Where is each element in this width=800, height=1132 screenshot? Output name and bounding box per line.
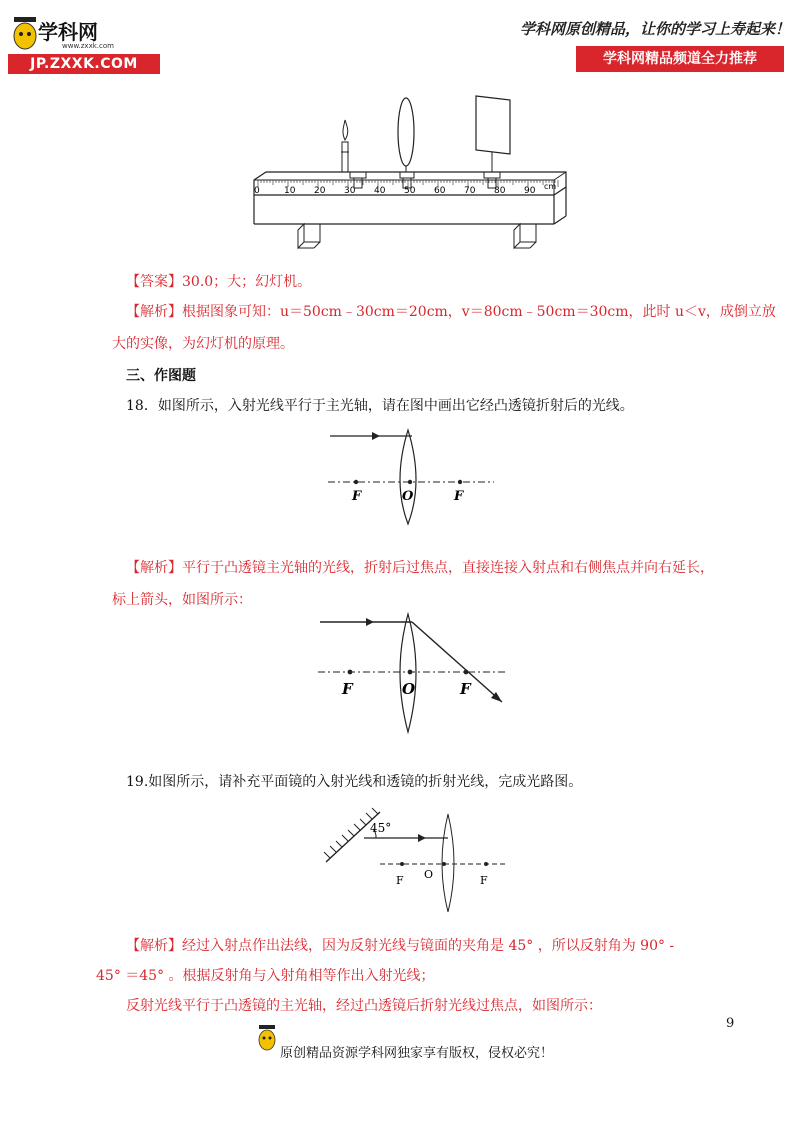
answer-tag: 【答案】 [126, 274, 182, 290]
optical-center-label: O [424, 868, 434, 881]
q19-analysis-line1 [126, 936, 674, 956]
angle-label: 45° [370, 821, 392, 835]
analysis-text: 根据图象可知：u＝50cm﹣30cm＝20cm，v＝80cm﹣50cm＝30cm，此时 u＜v，成倒立放 [182, 304, 776, 320]
mascot-icon [10, 14, 40, 52]
ruler-tick-label: 40 [374, 186, 386, 196]
q19-figure [318, 806, 510, 916]
ruler-tick-label: 30 [344, 186, 356, 196]
optical-bench-figure [248, 92, 572, 252]
site-logo [8, 12, 160, 74]
q19-analysis-line2: 45° ＝45° 。根据反射角与入射角相等作出入射光线； [96, 968, 435, 984]
q18-question: 18．如图所示，入射光线平行于主光轴，请在图中画出它经凸透镜折射后的光线。 [126, 398, 634, 414]
q18-analysis-line1 [126, 558, 714, 578]
candle-icon [341, 120, 366, 188]
logo-domain: JP.ZXXK.COM [8, 54, 160, 74]
header-banner: 学科网精品频道全力推荐 [576, 46, 784, 72]
optical-center-label: O [402, 489, 414, 504]
q17-analysis-line2: 大的实像，为幻灯机的原理。 [112, 336, 294, 352]
screen-icon [476, 96, 510, 188]
ruler-unit-label: cm [544, 182, 557, 191]
convex-lens-icon [398, 98, 414, 188]
ruler-tick-label: 90 [524, 186, 536, 196]
focus-label-left: F [352, 489, 362, 504]
ruler-tick-label: 20 [314, 186, 326, 196]
mascot-icon [256, 1022, 278, 1052]
section-heading: 三、作图题 [126, 368, 196, 384]
ruler-tick-label: 10 [284, 186, 296, 196]
ruler-tick-label: 80 [494, 186, 506, 196]
analysis-text: 平行于凸透镜主光轴的光线，折射后过焦点，直接连接入射点和右侧焦点并向右延长， [182, 560, 714, 576]
ruler-tick-label: 70 [464, 186, 476, 196]
analysis-text: 经过入射点作出法线，因为反射光线与镜面的夹角是 45° ，所以反射角为 90° - [182, 938, 675, 954]
optical-center-label: O [402, 680, 416, 698]
logo-url: www.zxxk.com [62, 42, 114, 50]
ruler-tick-label: 60 [434, 186, 446, 196]
analysis-tag: 【解析】 [126, 304, 182, 320]
q18-analysis-line2: 标上箭头，如图所示： [112, 592, 252, 608]
focus-label-left: F [342, 680, 353, 698]
logo-text: 学科网 [38, 20, 98, 44]
header-slogan: 学科网原创精品，让你的学习上寿起来！ [520, 20, 791, 38]
focus-label-left: F [396, 874, 404, 887]
analysis-tag: 【解析】 [126, 938, 182, 954]
q18-figure [324, 426, 496, 526]
q17-analysis-line1 [126, 302, 776, 322]
ruler-tick-label: 50 [404, 186, 416, 196]
q19-question: 19.如图所示，请补充平面镜的入射光线和透镜的折射光线，完成光路图。 [126, 774, 583, 790]
q19-analysis-line3: 反射光线平行于凸透镜的主光轴，经过凸透镜后折射光线过焦点，如图所示： [126, 998, 602, 1014]
analysis-tag: 【解析】 [126, 560, 182, 576]
q17-answer [126, 272, 311, 292]
answer-text: 30.0；大；幻灯机。 [182, 274, 312, 290]
focus-label-right: F [480, 874, 488, 887]
q18-answer-figure [316, 612, 508, 736]
footer-copyright: 原创精品资源学科网独家享有版权，侵权必究！ [280, 1046, 554, 1061]
page-number: 9 [726, 1016, 735, 1031]
ruler-tick-label: 0 [254, 186, 260, 196]
focus-label-right: F [454, 489, 464, 504]
focus-label-right: F [460, 680, 471, 698]
